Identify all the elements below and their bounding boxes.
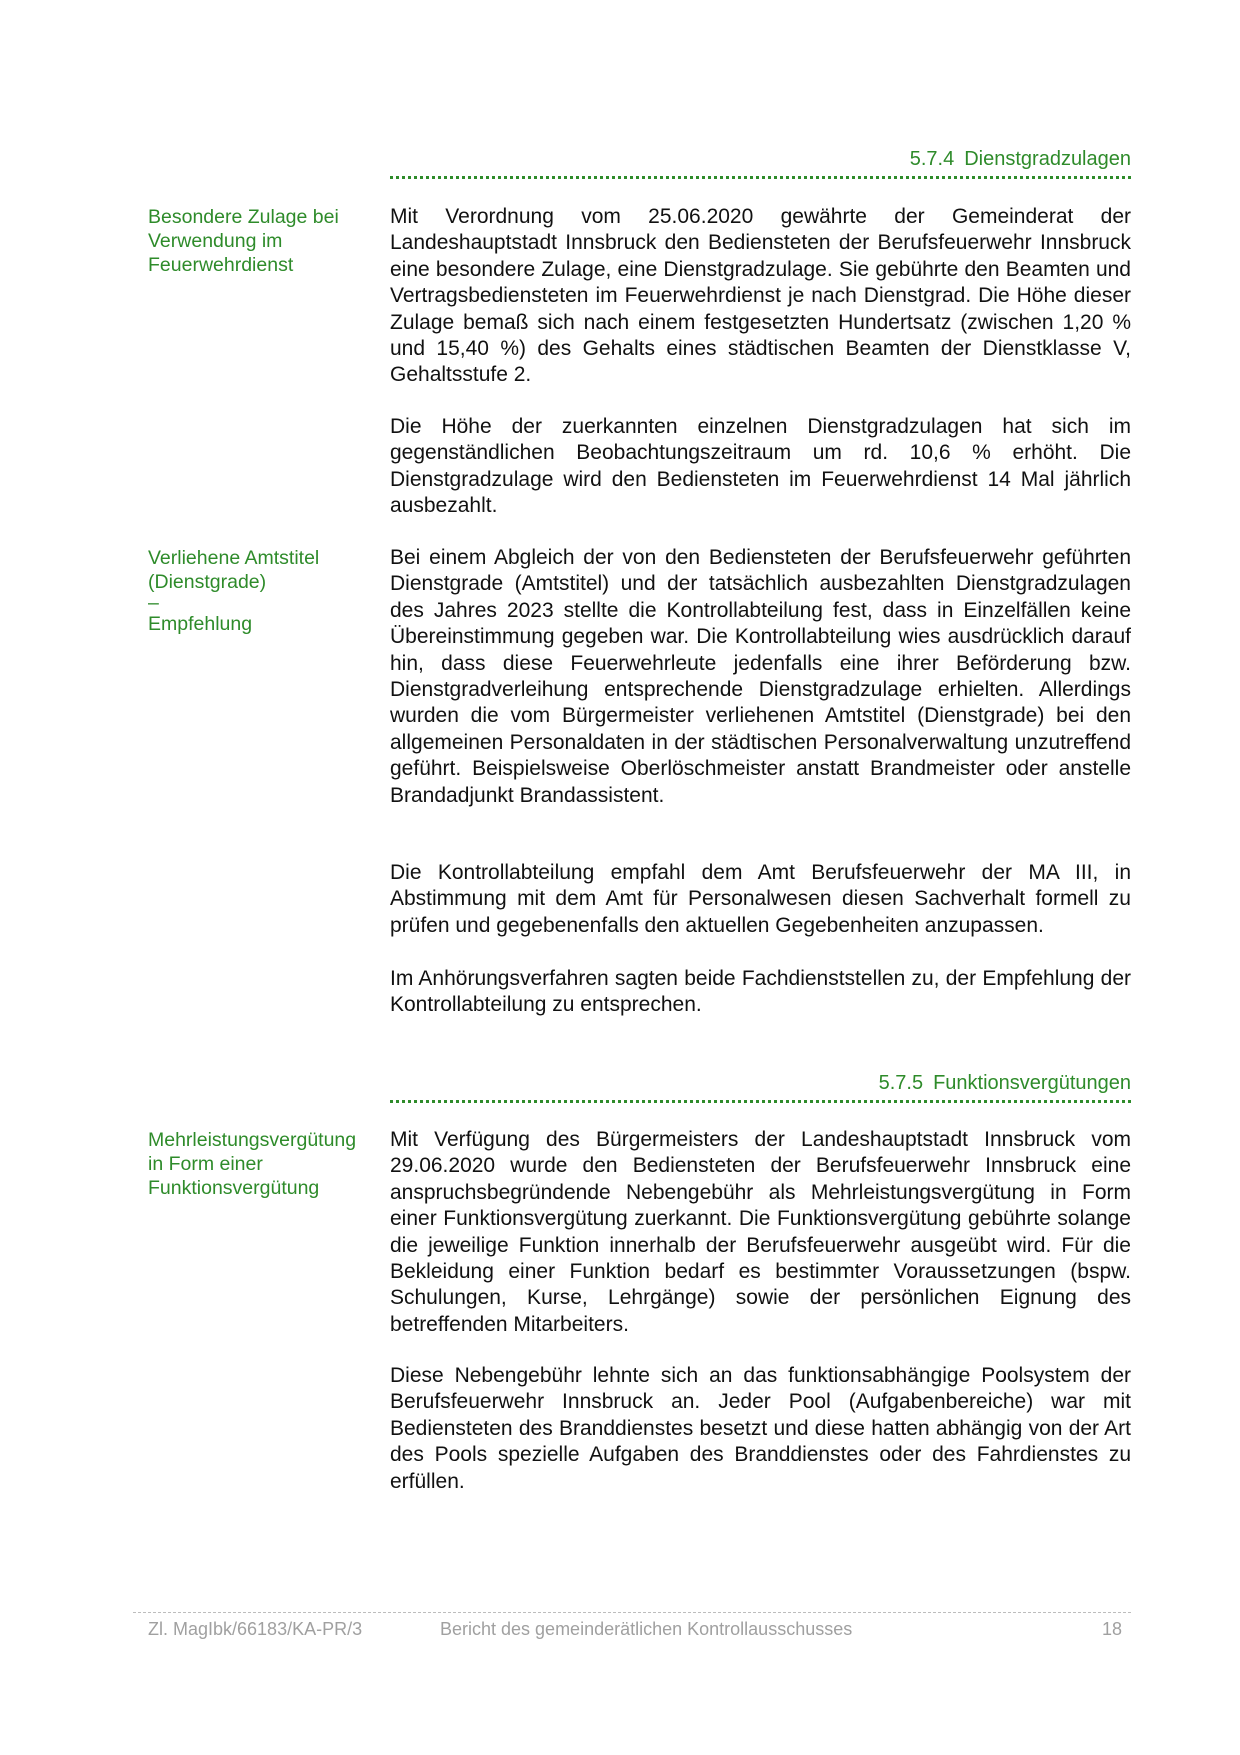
section-divider	[390, 1100, 1131, 1103]
section-title: Funktionsvergütungen	[933, 1072, 1131, 1094]
body-paragraph: Mit Verordnung vom 25.06.2020 gewährte der Gemeinderat der Landeshauptstadt Innsbruck den Bediensteten der Berufsfeuerwehr Innsbruck eine besondere Zulage, eine Dienstgradzulage. Sie gebührte den Beamten und Vertragsbediensteten im Feuerwehrdienst je nach Dienstgrad. Die Höhe dieser Zulage bemaß sich nach einem festgesetzten Hundertsatz (zwischen 1,20 % und 15,40 %) des Gehalts eines städtischen Beamten der Dienstklasse V, Gehaltsstufe 2.	[390, 205, 1131, 387]
margin-note-amtstitel	[148, 546, 378, 636]
margin-note-line: Feuerwehrdienst	[148, 254, 294, 276]
margin-note-line: Empfehlung	[148, 613, 253, 635]
margin-note-line: Mehrleistungsvergütung	[148, 1129, 357, 1151]
section-divider	[390, 176, 1131, 179]
section-number: 5.7.5	[878, 1072, 924, 1094]
section-number: 5.7.4	[909, 148, 955, 170]
body-paragraph: Im Anhörungsverfahren sagten beide Fachdienststellen zu, der Empfehlung der Kontrollabteilung zu entsprechen.	[390, 967, 1131, 1017]
section-heading-5-7-5	[390, 1071, 1131, 1095]
footer-reference: Zl. MagIbk/66183/KA-PR/3	[148, 1619, 363, 1639]
footer-divider	[133, 1612, 1131, 1613]
section-heading-5-7-4	[390, 147, 1131, 171]
margin-note-line: –	[148, 592, 159, 614]
body-paragraph: Mit Verfügung des Bürgermeisters der Landeshauptstadt Innsbruck vom 29.06.2020 wurde den Bediensteten der Berufsfeuerwehr Innsbruck eine anspruchsbegründende Nebengebühr als Mehrleistungsvergütung in Form einer Funktionsvergütung zuerkannt. Die Funktionsvergütung gebührte solange die jeweilige Funktion innerhalb der Berufsfeuerwehr ausgeübt wird. Für die Bekleidung einer Funktion bedarf es bestimmter Voraussetzungen (bspw. Schulungen, Kurse, Lehrgänge) sowie der persönlichen Eignung des betreffenden Mitarbeiters.	[390, 1128, 1131, 1336]
margin-note-line: Verliehene Amtstitel	[148, 547, 320, 569]
footer-page-number: 18	[1101, 1619, 1122, 1639]
body-paragraph: Diese Nebengebühr lehnte sich an das funktionsabhängige Poolsystem der Berufsfeuerwehr Innsbruck an. Jeder Pool (Aufgabenbereiche) war mit Bediensteten des Branddienstes besetzt und diese hatten abhängig von der Art des Pools spezielle Aufgaben des Branddienstes oder des Fahrdienstes zu erfüllen.	[390, 1364, 1131, 1493]
margin-note-line: in Form einer	[148, 1153, 263, 1175]
footer-report-title: Bericht des gemeinderätlichen Kontrollausschusses	[440, 1619, 853, 1639]
margin-note-line: Besondere Zulage bei	[148, 206, 339, 228]
margin-note-line: Funktionsvergütung	[148, 1177, 320, 1199]
margin-note-besondere-zulage	[148, 205, 378, 277]
margin-note-mehrleistungsverguetung	[148, 1128, 378, 1200]
section-title: Dienstgradzulagen	[964, 148, 1131, 170]
margin-note-line: Verwendung im	[148, 230, 283, 252]
body-paragraph: Die Höhe der zuerkannten einzelnen Dienstgradzulagen hat sich im gegenständlichen Beobachtungszeitraum um rd. 10,6 % erhöht. Die Dienstgradzulage wird den Bediensteten im Feuerwehrdienst 14 Mal jährlich ausbezahlt.	[390, 415, 1131, 518]
body-paragraph: Bei einem Abgleich der von den Bediensteten der Berufsfeuerwehr geführten Dienstgrade (Amtstitel) und der tatsächlich ausbezahlten Dienstgradzulagen des Jahres 2023 stellte die Kontrollabteilung fest, dass in Einzelfällen keine Übereinstimmung gegeben war. Die Kontrollabteilung wies ausdrücklich darauf hin, dass diese Feuerwehrleute jedenfalls eine ihrer Beförderung bzw. Dienstgradverleihung entsprechende Dienstgradzulage erhielten. Allerdings wurden die vom Bürgermeister verliehenen Amtstitel (Dienstgrade) bei den allgemeinen Personaldaten in der städtischen Personalverwaltung unzutreffend geführt. Beispielsweise Oberlöschmeister anstatt Brandmeister oder anstelle Brandadjunkt Brandassistent.	[390, 546, 1131, 807]
margin-note-line: (Dienstgrade)	[148, 571, 267, 593]
body-paragraph: Die Kontrollabteilung empfahl dem Amt Berufsfeuerwehr der MA III, in Abstimmung mit dem Amt für Personalwesen diesen Sachverhalt formell zu prüfen und gegebenenfalls den aktuellen Gegebenheiten anzupassen.	[390, 861, 1131, 937]
